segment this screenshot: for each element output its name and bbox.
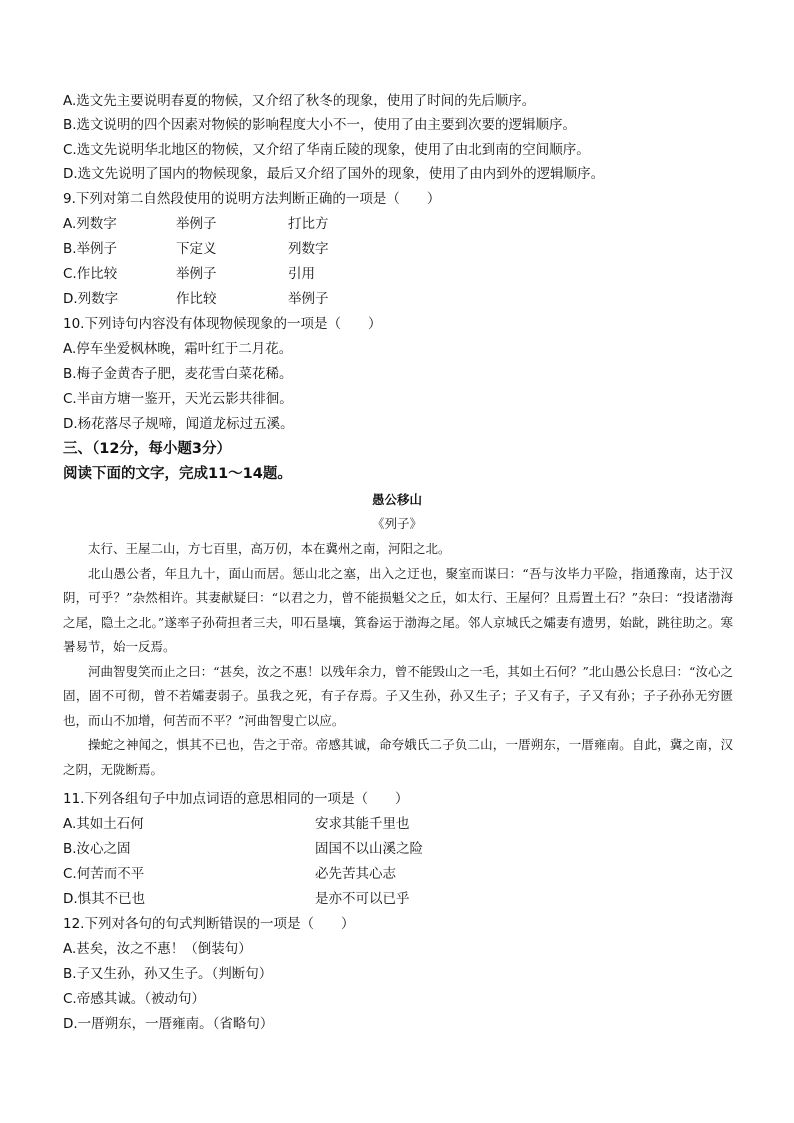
q10-option-c: C.半亩方塘一鉴开，天光云影共徘徊。 [63,391,293,407]
q10-option-b: B.梅子金黄杏子肥，麦花雪白菜花稀。 [63,366,293,382]
q9-option-a-b: 举例子 [176,216,217,232]
q11-option-c-right: 必先苦其心志 [315,866,396,882]
q11-stem: 11.下列各组句子中加点词语的意思相同的一项是（ ） [63,791,409,807]
q11-option-c-left: C.何苦而不平 [63,866,145,882]
q9-option-c-b: 举例子 [176,266,217,282]
q12-option-d: D.一厝朔东，一厝雍南。（省略句） [63,1016,274,1032]
q11-option-a-left: A.其如土石何 [63,816,144,832]
q9-stem: 9.下列对第二自然段使用的说明方法判断正确的一项是（ ） [63,191,441,207]
q9-option-a-c: 打比方 [288,216,329,232]
section-instruction: 阅读下面的文字，完成11～14题。 [63,466,292,482]
q11-option-b-right: 固国不以山溪之险 [315,841,423,857]
q12-option-a: A.甚矣，汝之不惠！（倒装句） [63,941,252,957]
passage-paragraph: 太行、王屋二山，方七百里，高万仞，本在冀州之南，河阳之北。 [88,541,451,556]
q9-option-d-b: 作比较 [176,291,217,307]
q9-option-a-label: A.列数字 [63,216,117,232]
q11-option-b-left: B.汝心之固 [63,841,131,857]
q12-option-b: B.子又生孙，孙又生子。（判断句） [63,966,273,982]
q12-option-c: C.帝感其诚。（被动句） [63,991,205,1007]
passage-paragraph: 操蛇之神闻之，惧其不已也，告之于帝。帝感其诚，命夸娥氏二子负二山，一厝朔东，一厝雍南。自此，冀之南，汉之阴，无陇断焉。 [63,737,733,777]
q9-option-d-c: 举例子 [288,291,329,307]
q9-option-b-b: 下定义 [176,241,217,257]
passage-author: 《列子》 [371,516,422,531]
q8-option-b: B.选文说明的四个因素对物候的影响程度大小不一，使用了由主要到次要的逻辑顺序。 [63,117,577,133]
passage-body [63,537,733,782]
q11-option-a-right: 安求其能千里也 [315,816,410,832]
q9-option-c-label: C.作比较 [63,266,118,282]
q10-stem: 10.下列诗句内容没有体现物候现象的一项是（ ） [63,316,382,332]
q12-stem: 12.下列对各句的句式判断错误的一项是（ ） [63,916,355,932]
passage-title: 愚公移山 [371,492,422,507]
q8-option-c: C.选文先说明华北地区的物候，又介绍了华南丘陵的现象，使用了由北到南的空间顺序。 [63,142,590,158]
passage-paragraph: 河曲智叟笑而止之曰：“甚矣，汝之不惠！以残年余力，曾不能毁山之一毛，其如土石何？”北山愚公长息曰：“汝心之固，固不可彻，曾不若孀妻弱子。虽我之死，有子存焉。子又生孙，孙又生子；子又有子，子又有孙；子子孙孙无穷匮也，而山不加增，何苦而不平？”河曲智叟亡以应。 [63,663,733,728]
q9-option-b-label: B.举例子 [63,241,118,257]
q8-option-d: D.选文先说明了国内的物候现象，最后又介绍了国外的现象，使用了由内到外的逻辑顺序。 [63,166,605,182]
q8-option-a: A.选文先主要说明春夏的物候，又介绍了秋冬的现象，使用了时间的先后顺序。 [63,93,536,109]
q9-option-d-label: D.列数字 [63,291,119,307]
q11-option-d-right: 是亦不可以已乎 [315,891,410,907]
section-heading: 三、（12分，每小题3分） [63,441,232,457]
q9-option-b-c: 列数字 [288,241,329,257]
passage-paragraph: 北山愚公者，年且九十，面山而居。惩山北之塞，出入之迂也，聚室而谋曰：“吾与汝毕力平险，指通豫南，达于汉阴，可乎？”杂然相许。其妻献疑曰：“以君之力，曾不能损魁父之丘，如太行、王屋何？且焉置土石？”杂曰：“投诸渤海之尾，隐土之北。”遂率子孙荷担者三夫，叩石垦壤，箕畚运于渤海之尾。邻人京城氏之孀妻有遗男，始龀，跳往助之。寒暑易节，始一反焉。 [63,565,733,654]
q10-option-d: D.杨花落尽子规啼，闻道龙标过五溪。 [63,416,294,432]
q9-option-c-c: 引用 [288,266,315,282]
q10-option-a: A.停车坐爱枫林晚，霜叶红于二月花。 [63,341,293,357]
q11-option-d-left: D.惧其不已也 [63,891,146,907]
